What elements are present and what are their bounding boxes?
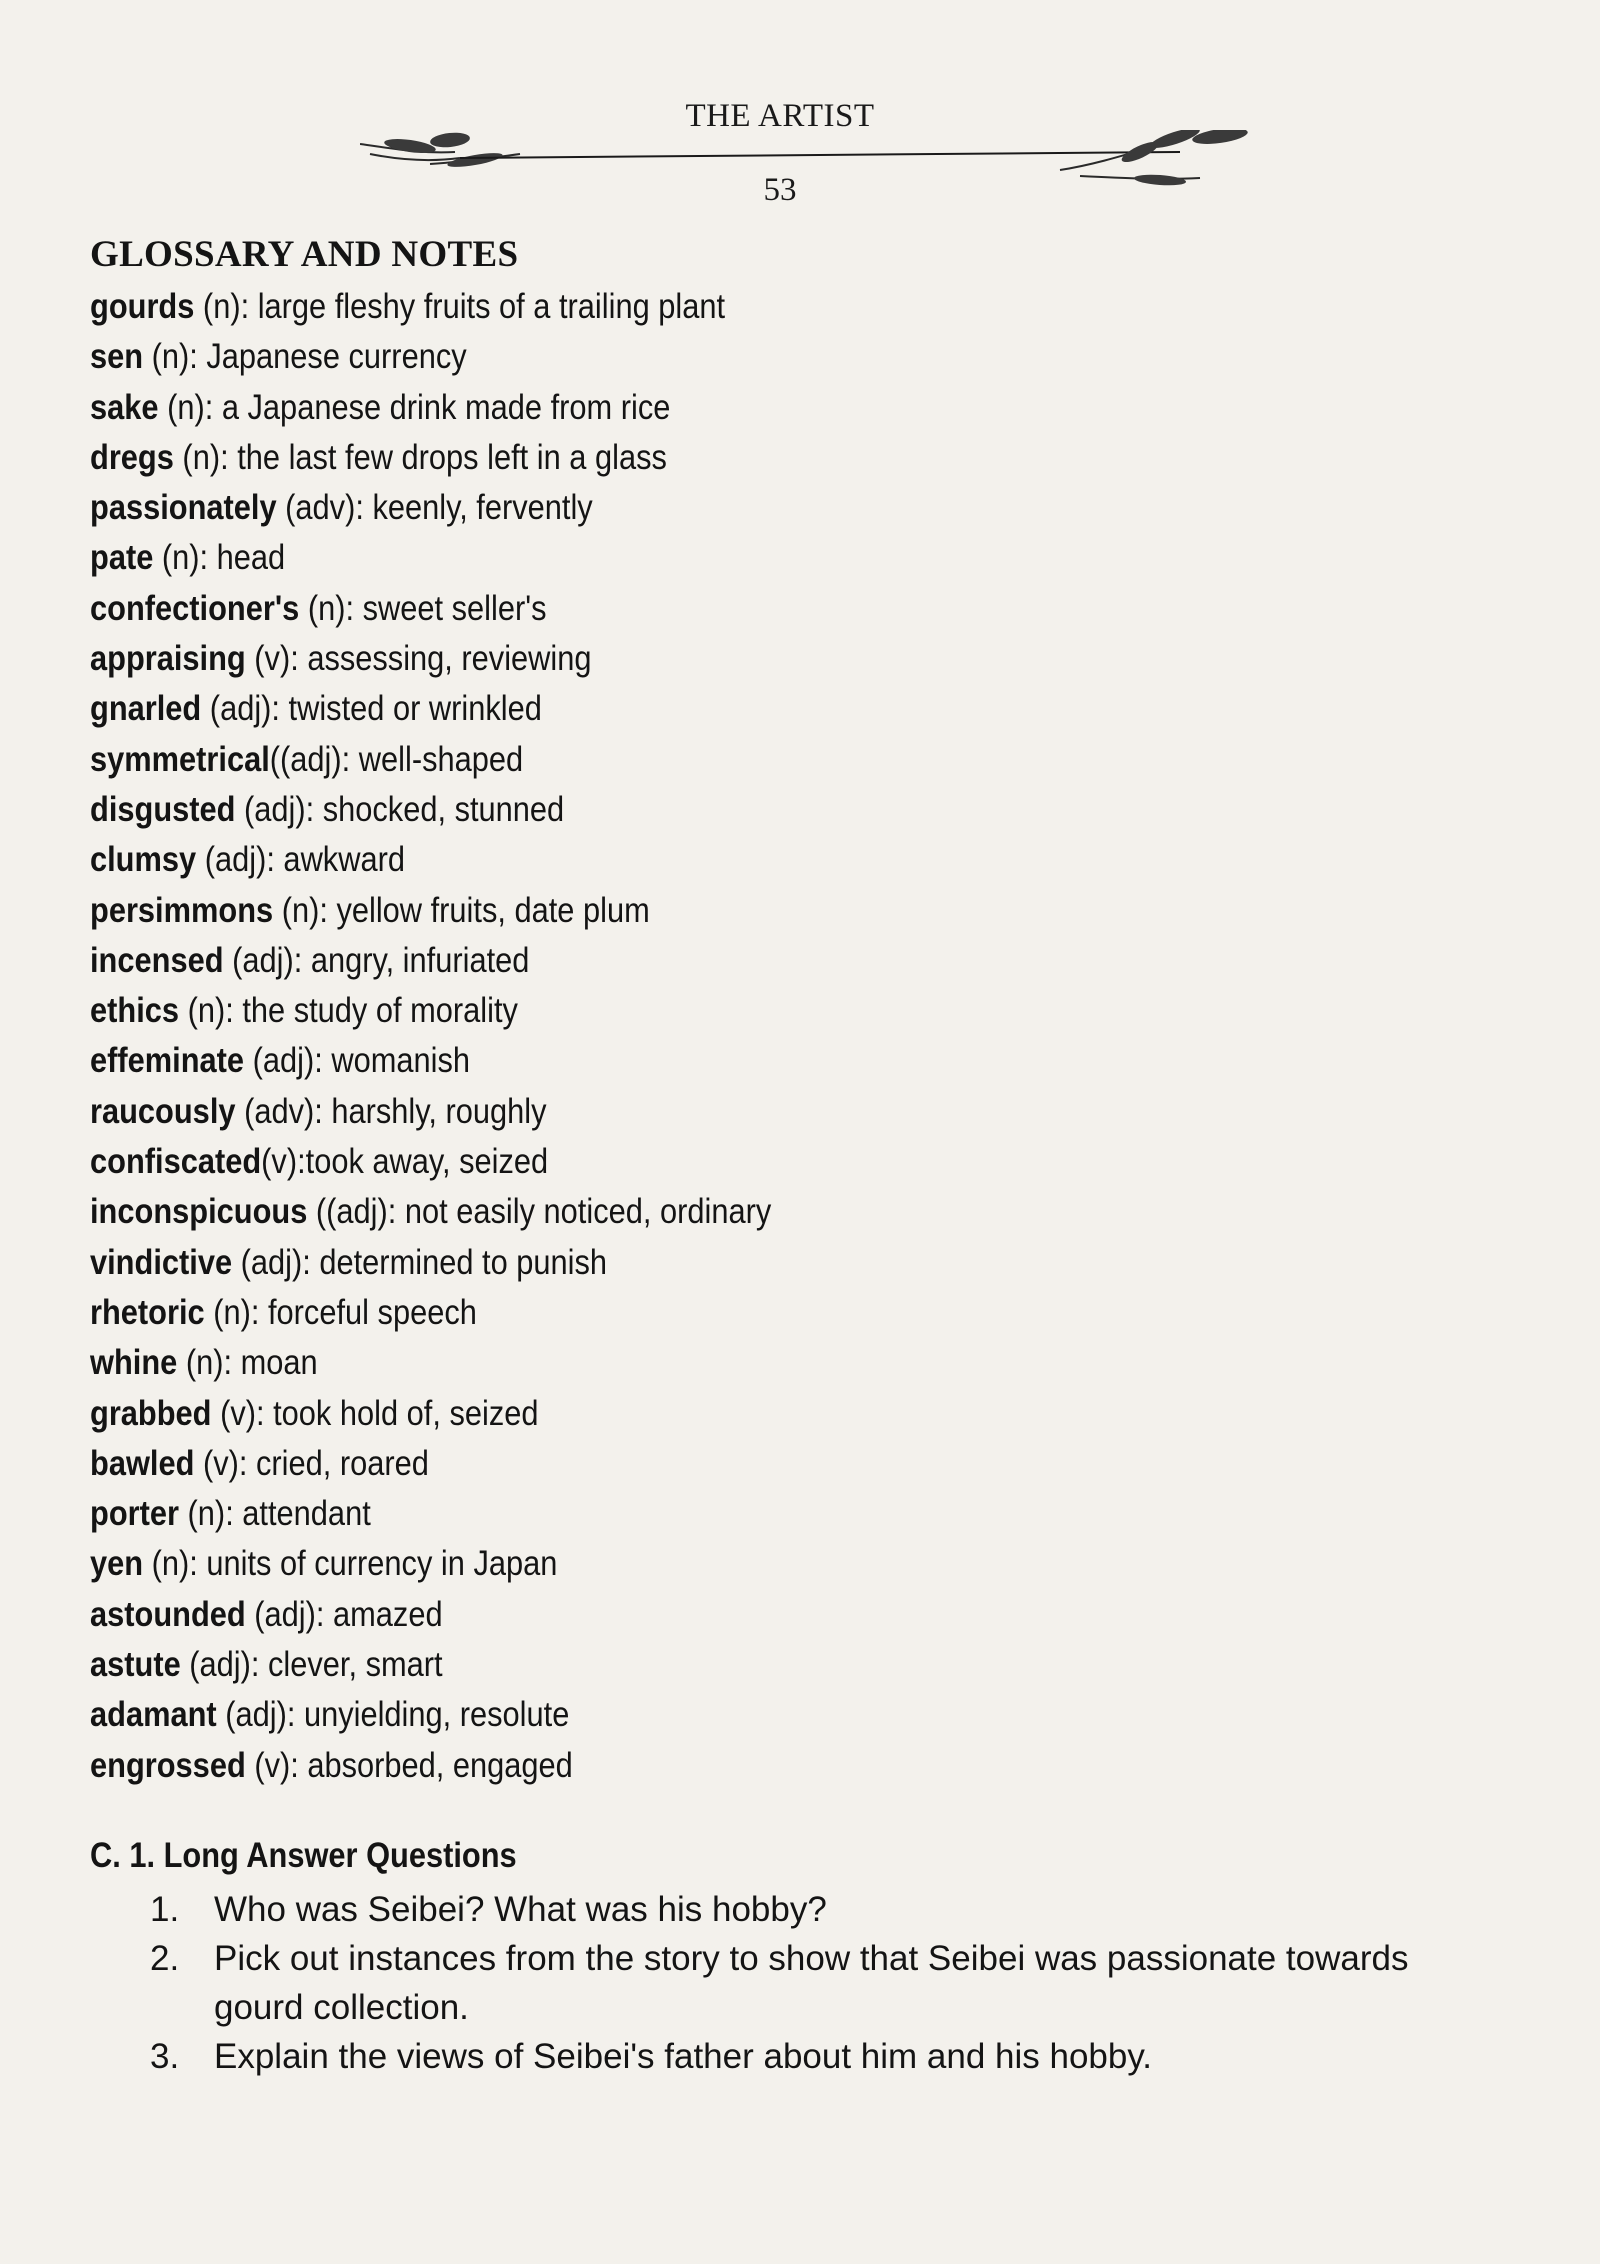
glossary-entry xyxy=(90,835,970,885)
question-text: Explain the views of Seibei's father about him and his hobby. xyxy=(214,2037,1152,2076)
glossary-entry xyxy=(90,383,970,433)
glossary-entry xyxy=(90,584,970,634)
glossary-definition: (n): head xyxy=(153,538,286,578)
glossary-entry xyxy=(90,684,970,734)
running-title: THE ARTIST xyxy=(685,98,875,134)
glossary-definition: (adj): amazed xyxy=(245,1594,443,1634)
glossary-definition: (adj): womanish xyxy=(244,1041,471,1081)
glossary-term: dregs xyxy=(90,437,174,477)
glossary-entry xyxy=(90,785,970,835)
glossary-definition: (adj): determined to punish xyxy=(232,1242,608,1282)
glossary-definition: (v): cried, roared xyxy=(194,1443,429,1483)
glossary-entry xyxy=(90,1338,970,1388)
glossary-definition: (n): yellow fruits, date plum xyxy=(273,890,650,930)
glossary-definition: (adj): shocked, stunned xyxy=(235,789,565,829)
glossary-entry xyxy=(90,1439,970,1489)
glossary-definition: (adv): harshly, roughly xyxy=(235,1091,547,1131)
question-number: 3. xyxy=(150,2037,180,2076)
glossary-definition: (v): took hold of, seized xyxy=(211,1393,539,1433)
glossary-entry xyxy=(90,735,970,785)
glossary-term: confectioner's xyxy=(90,588,300,628)
question-item xyxy=(150,1934,1490,2032)
glossary-term: inconspicuous xyxy=(90,1192,308,1232)
glossary-definition: (n): Japanese currency xyxy=(143,337,467,377)
glossary-entry xyxy=(90,483,970,533)
glossary-definition: (n): attendant xyxy=(178,1494,371,1534)
glossary-term: passionately xyxy=(90,488,277,528)
glossary-definition: (n): a Japanese drink made from rice xyxy=(158,387,671,427)
glossary-entry xyxy=(90,986,970,1036)
glossary-term: engrossed xyxy=(90,1745,246,1785)
glossary-definition: (n): the study of morality xyxy=(179,991,518,1031)
glossary-heading: GLOSSARY AND NOTES xyxy=(90,234,519,275)
glossary-entry xyxy=(90,1187,970,1237)
questions-list xyxy=(150,1885,1490,2081)
glossary-entry xyxy=(90,634,970,684)
glossary-term: adamant xyxy=(90,1695,217,1735)
glossary-term: symmetrical xyxy=(90,739,270,779)
glossary-term: clumsy xyxy=(90,840,197,880)
glossary-entry xyxy=(90,533,970,583)
glossary-term: disgusted xyxy=(90,789,236,829)
glossary-term: sake xyxy=(90,387,159,427)
glossary-entry xyxy=(90,1288,970,1338)
glossary-list xyxy=(90,282,1090,1791)
glossary-entry xyxy=(90,1690,970,1740)
glossary-term: raucously xyxy=(90,1091,236,1131)
glossary-definition: (n): large fleshy fruits of a trailing plant xyxy=(194,287,726,326)
glossary-term: astute xyxy=(90,1645,181,1685)
question-item xyxy=(150,1885,1490,1934)
question-text: Who was Seibei? What was his hobby? xyxy=(214,1890,827,1929)
glossary-entry xyxy=(90,1389,970,1439)
question-number: 2. xyxy=(150,1939,180,1978)
glossary-entry xyxy=(90,433,970,483)
glossary-term: effeminate xyxy=(90,1041,245,1081)
glossary-entry xyxy=(90,1741,970,1791)
glossary-term: ethics xyxy=(90,991,180,1031)
glossary-definition: (adj): awkward xyxy=(196,840,405,880)
questions-heading: C. 1. Long Answer Questions xyxy=(90,1836,517,1875)
glossary-definition: (n): the last few drops left in a glass xyxy=(173,437,667,477)
glossary-term: sen xyxy=(90,337,144,377)
glossary-term: vindictive xyxy=(90,1242,233,1282)
glossary-term: grabbed xyxy=(90,1393,212,1433)
glossary-term: rhetoric xyxy=(90,1292,205,1332)
question-item xyxy=(150,2032,1490,2081)
glossary-term: incensed xyxy=(90,940,224,980)
page-number: 53 xyxy=(763,172,797,208)
glossary-entry xyxy=(90,282,970,332)
glossary-definition: (v):took away, seized xyxy=(261,1142,549,1182)
glossary-term: persimmons xyxy=(90,890,274,930)
glossary-entry xyxy=(90,1640,970,1690)
question-number: 1. xyxy=(150,1890,180,1929)
glossary-entry xyxy=(90,332,970,382)
glossary-term: gourds xyxy=(90,287,195,326)
glossary-term: porter xyxy=(90,1494,179,1534)
glossary-term: confiscated xyxy=(90,1142,262,1182)
glossary-definition: (n): moan xyxy=(177,1343,318,1383)
glossary-definition: (n): sweet seller's xyxy=(299,588,547,628)
glossary-entry xyxy=(90,1590,970,1640)
glossary-definition: (n): units of currency in Japan xyxy=(143,1544,558,1584)
glossary-definition: (adj): unyielding, resolute xyxy=(216,1695,570,1735)
glossary-term: appraising xyxy=(90,639,246,679)
glossary-definition: (adj): clever, smart xyxy=(180,1645,443,1685)
glossary-entry xyxy=(90,1036,970,1086)
question-text: Pick out instances from the story to show that Seibei was passionate towards gourd collection. xyxy=(214,1939,1409,2027)
glossary-definition: (adj): twisted or wrinkled xyxy=(201,689,542,729)
glossary-definition: (adv): keenly, fervently xyxy=(276,488,593,528)
glossary-term: gnarled xyxy=(90,689,202,729)
glossary-entry xyxy=(90,936,970,986)
glossary-term: astounded xyxy=(90,1594,246,1634)
glossary-entry xyxy=(90,1137,970,1187)
glossary-definition: (v): absorbed, engaged xyxy=(245,1745,573,1785)
glossary-entry xyxy=(90,1539,970,1589)
glossary-definition: (adj): angry, infuriated xyxy=(223,940,530,980)
glossary-entry xyxy=(90,1087,970,1137)
glossary-term: pate xyxy=(90,538,154,578)
glossary-definition: ((adj): well-shaped xyxy=(269,739,524,779)
glossary-term: whine xyxy=(90,1343,178,1383)
glossary-entry xyxy=(90,1238,970,1288)
glossary-definition: (v): assessing, reviewing xyxy=(245,639,592,679)
glossary-entry xyxy=(90,1489,970,1539)
glossary-entry xyxy=(90,886,970,936)
glossary-definition: ((adj): not easily noticed, ordinary xyxy=(307,1192,772,1232)
glossary-term: bawled xyxy=(90,1443,195,1483)
glossary-definition: (n): forceful speech xyxy=(204,1292,477,1332)
glossary-term: yen xyxy=(90,1544,144,1584)
